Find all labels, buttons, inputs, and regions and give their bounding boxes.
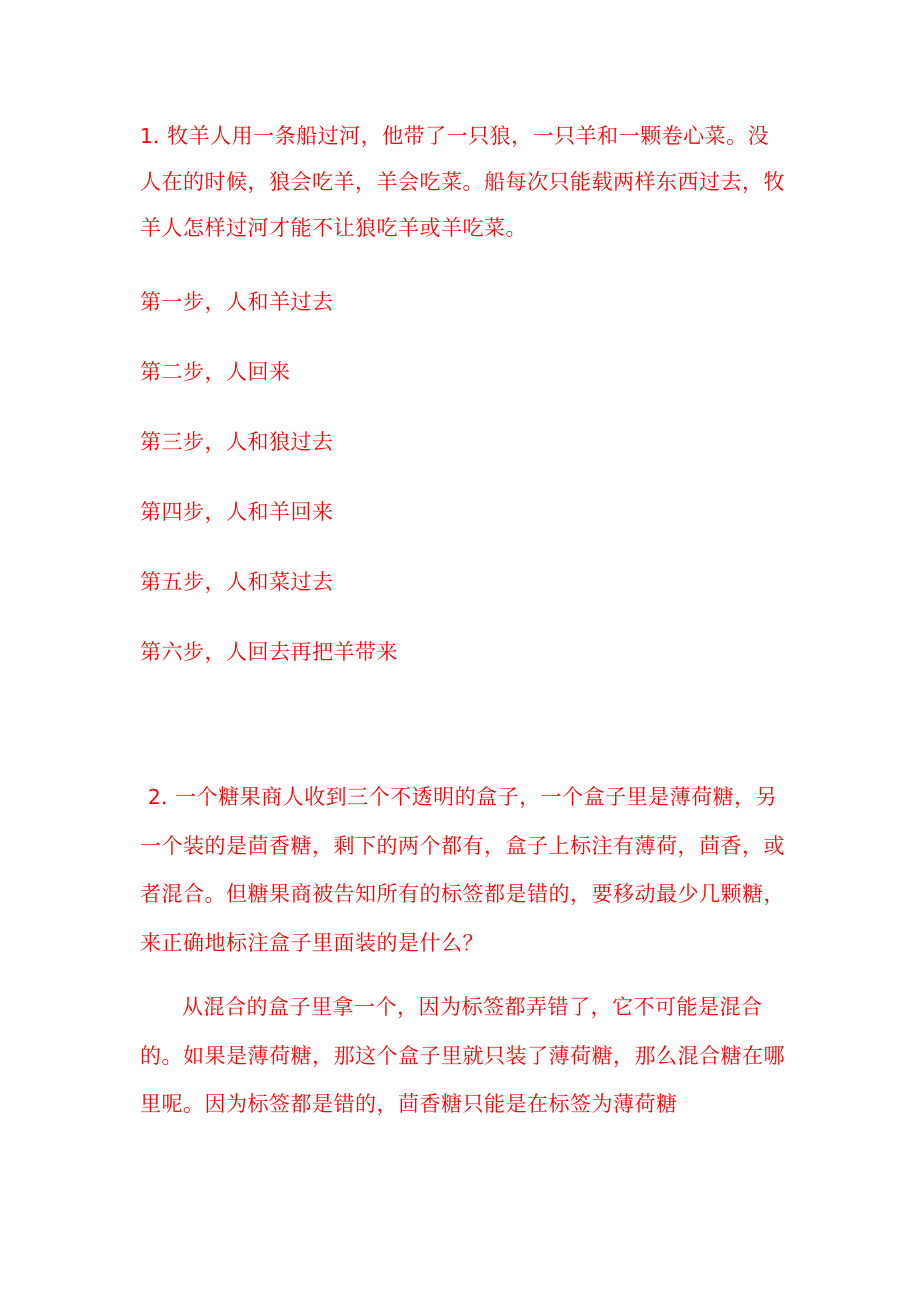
step-3: 第三步，人和狼过去 [140, 430, 334, 454]
step-1: 第一步，人和羊过去 [140, 290, 334, 314]
question-2-text: . 一个糖果商人收到三个不透明的盒子，一个盒子里是薄荷糖，另一个装的是茴香糖，剩下的两个都有，盒子上标注有薄荷，茴香，或者混合。但糖果商被告知所有的标签都是错的，要移动最少几颗糖，来正确地标注盒子里面装的是什么？ [140, 785, 785, 955]
step-5: 第五步，人和菜过去 [140, 570, 334, 594]
question-2-number: 2 [148, 785, 161, 809]
step-4: 第四步，人和羊回来 [140, 500, 334, 524]
question-1-number: 1 [140, 124, 153, 148]
step-2: 第二步，人回来 [140, 360, 291, 384]
question-2-answer: 从混合的盒子里拿一个，因为标签都弄错了，它不可能是混合的。如果是薄荷糖，那这个盒子里就只装了薄荷糖，那么混合糖在哪里呢。因为标签都是错的，茴香糖只能是在标签为薄荷糖 [140, 995, 785, 1116]
question-1-steps [140, 282, 540, 702]
step-6: 第六步，人回去再把羊带来 [140, 640, 398, 664]
question-1 [140, 113, 785, 251]
question-1-text: . 牧羊人用一条船过河，他带了一只狼，一只羊和一颗卷心菜。没人在的时候，狼会吃羊，羊会吃菜。船每次只能载两样东西过去，牧羊人怎样过河才能不让狼吃羊或羊吃菜。 [140, 124, 785, 240]
question-2 [140, 773, 785, 967]
